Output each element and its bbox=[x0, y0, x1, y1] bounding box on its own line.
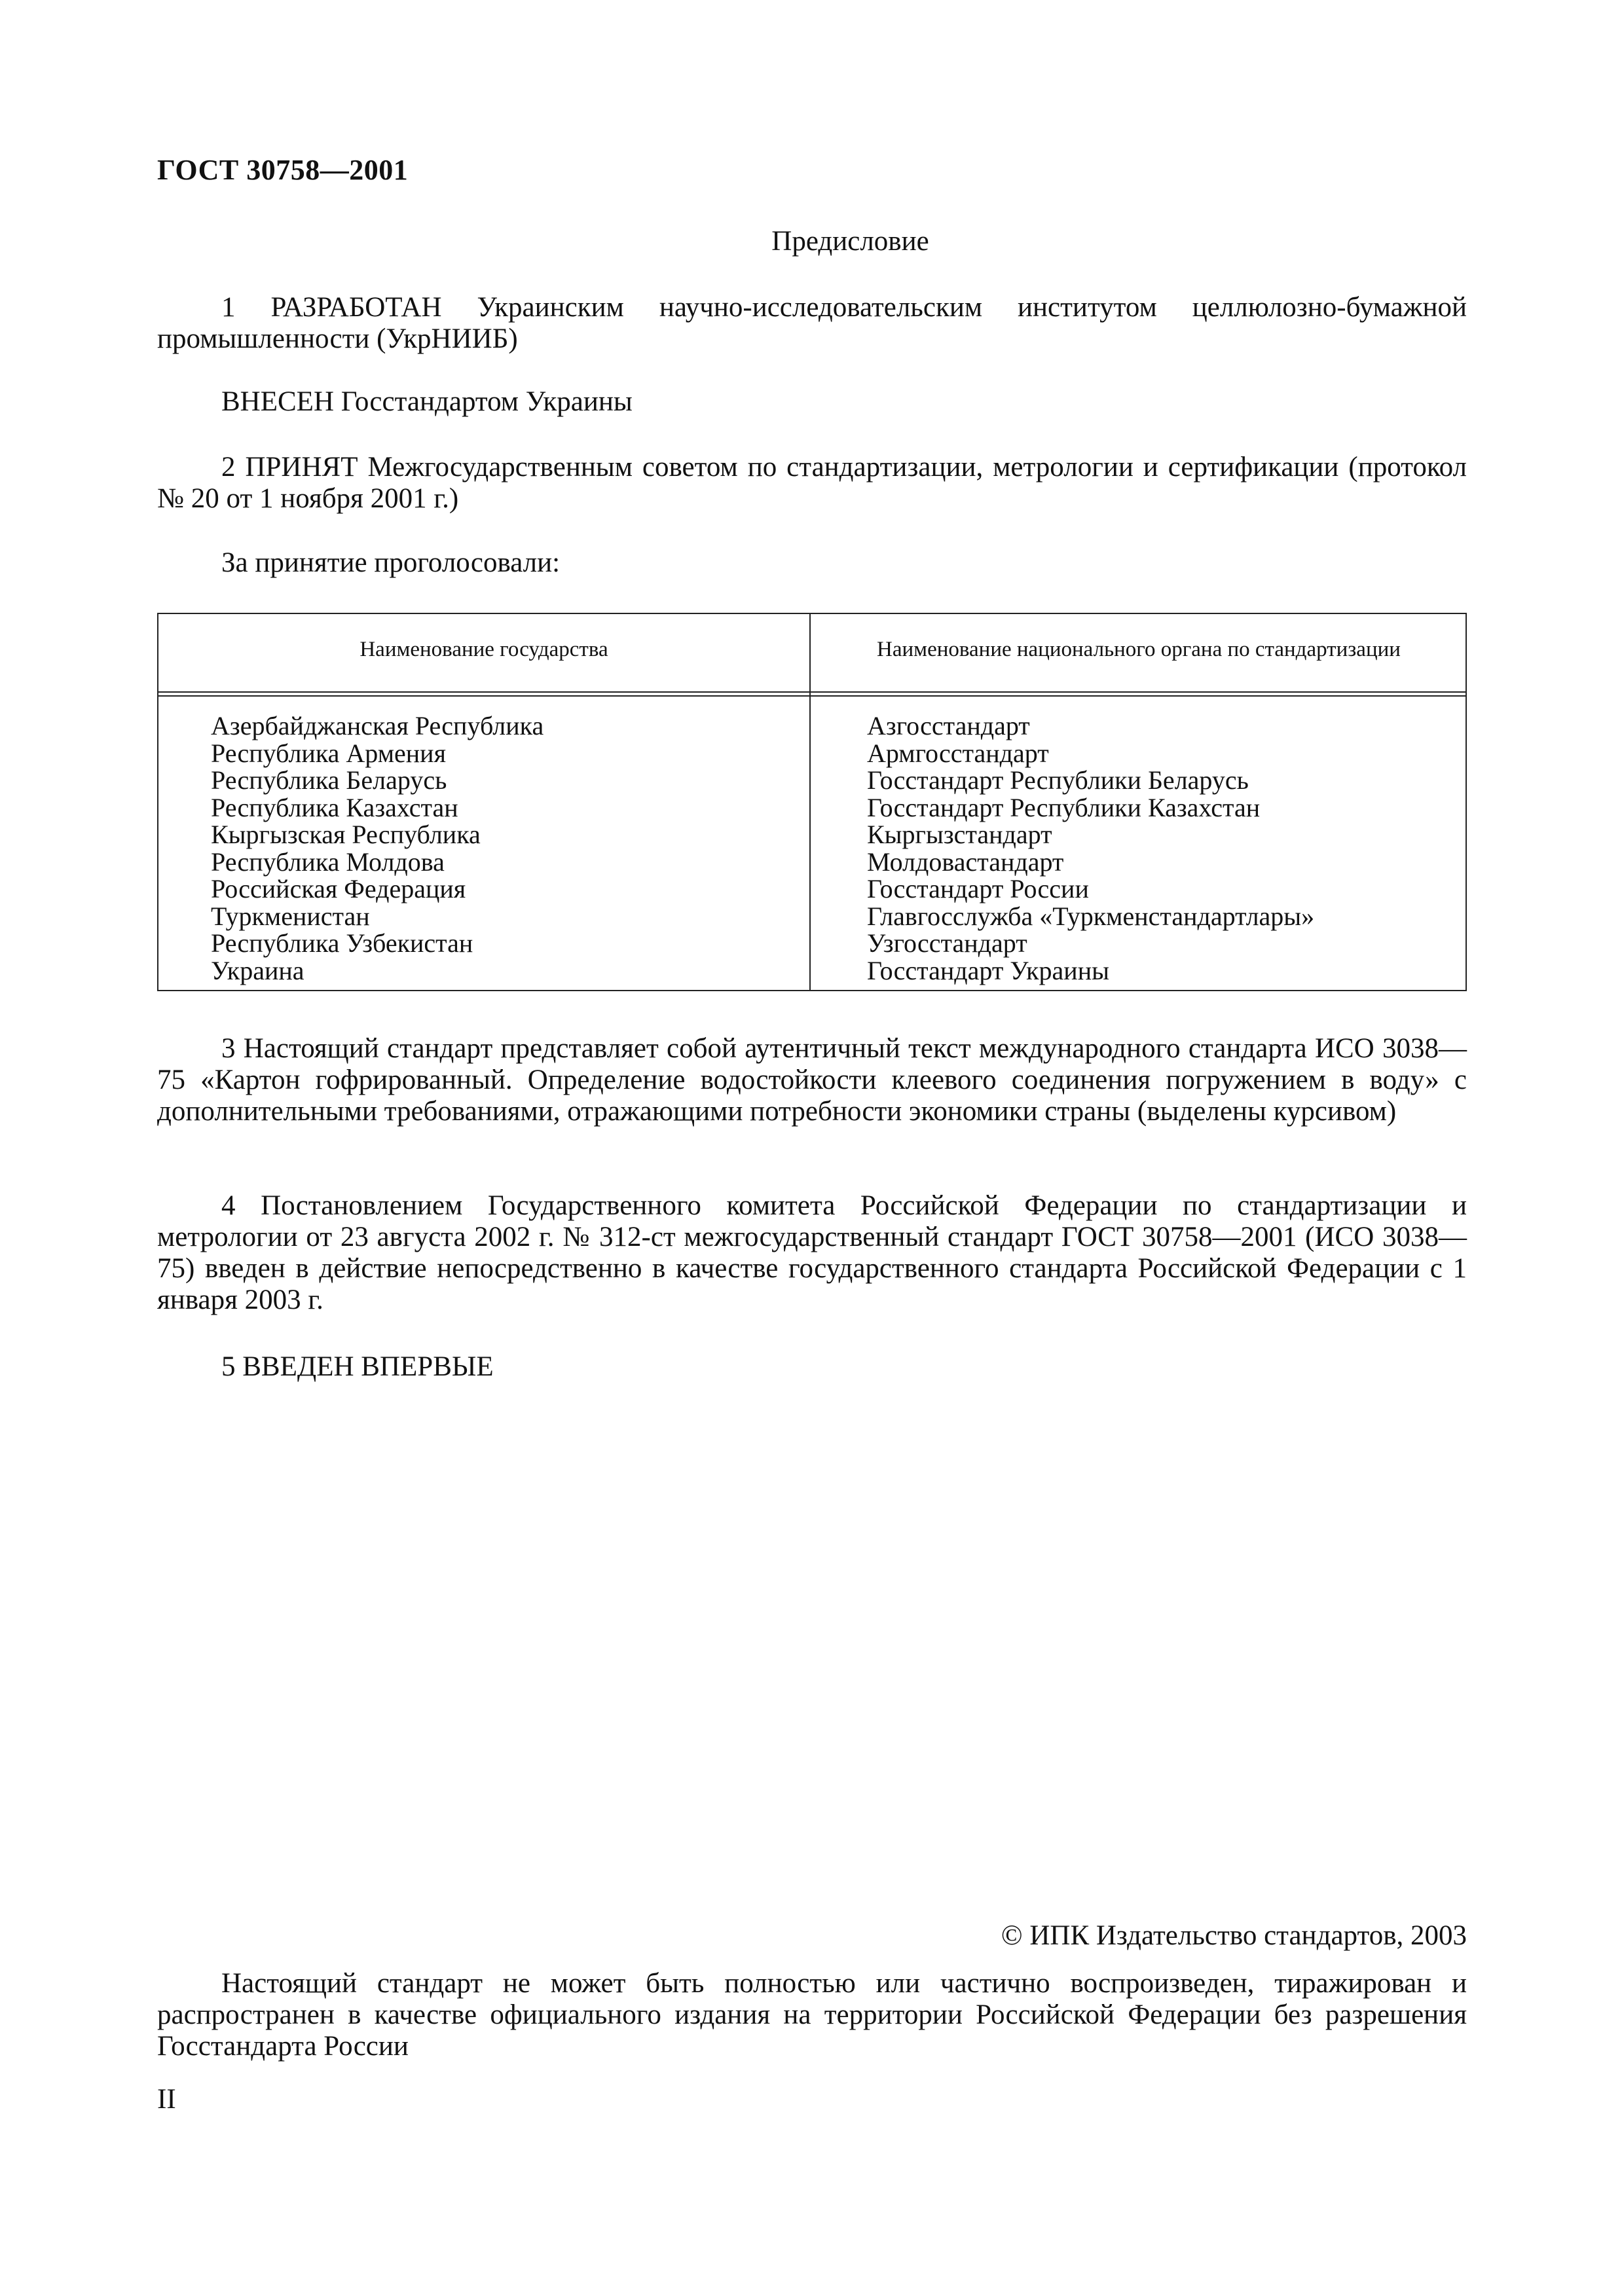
paragraph-2 bbox=[157, 452, 1467, 515]
table-cell-state: Кыргызская Республика bbox=[211, 820, 481, 849]
table-cell-state: Республика Армения bbox=[211, 738, 446, 768]
table-header-body: Наименование национального органа по стандартизации bbox=[877, 638, 1401, 661]
table-cell-body: Узгосстандарт bbox=[867, 928, 1027, 958]
paragraph-3 bbox=[157, 1033, 1467, 1127]
table-cell-body: Азгосстандарт bbox=[867, 711, 1030, 740]
table-divider-vertical bbox=[809, 614, 811, 990]
reproduction-notice-text: Настоящий стандарт не может быть полностью или частично воспроизведен, тиражирован и распространен в качестве официального издания на территории Российской Федерации без разрешения Госстандарта России bbox=[157, 1968, 1467, 2062]
paragraph-2-text: 2 ПРИНЯТ Межгосударственным советом по стандартизации, метрологии и сертификации (протокол № 20 от 1 ноября 2001 г.) bbox=[157, 452, 1467, 514]
table-cell-body: Госстандарт Украины bbox=[867, 955, 1109, 985]
paragraph-3-text: 3 Настоящий стандарт представляет собой аутентичный текст международного стандарта ИСО 3038—75 «Картон гофрированный. Определение водостойкости клеевого соединения погружением в воду» с дополнительными требованиями, отражающими потребности экономики страны (выделены курсивом) bbox=[157, 1033, 1467, 1127]
table-cell-state: Российская Федерация bbox=[211, 874, 466, 903]
table-header-state: Наименование государства bbox=[359, 638, 608, 661]
document-id-header: ГОСТ 30758—2001 bbox=[157, 154, 409, 186]
paragraph-4-text: 4 Постановлением Государственного комитета Российской Федерации по стандартизации и метрологии от 23 августа 2002 г. № 312-ст межгосударственный стандарт ГОСТ 30758—2001 (ИСО 3038—75) введен в действие непосредственно в качестве государственного стандарта Российской Федерации с 1 января 2003 г. bbox=[157, 1190, 1467, 1315]
reproduction-notice bbox=[157, 1968, 1467, 2062]
paragraph-vnesen: ВНЕСЕН Госстандартом Украины bbox=[221, 386, 633, 417]
table-cell-body: Молдовастандарт bbox=[867, 847, 1064, 877]
table-cell-body: Госстандарт Республики Беларусь bbox=[867, 765, 1249, 795]
table-cell-state: Украина bbox=[211, 955, 304, 985]
table-cell-state: Республика Казахстан bbox=[211, 792, 458, 822]
table-cell-body: Главгосслужба «Туркменстандартлары» bbox=[867, 901, 1315, 931]
copyright-line: © ИПК Издательство стандартов, 2003 bbox=[1001, 1920, 1467, 1951]
table-cell-state: Республика Беларусь bbox=[211, 765, 447, 795]
table-cell-body: Армгосстандарт bbox=[867, 738, 1049, 768]
paragraph-vote: За принятие проголосовали: bbox=[221, 547, 561, 578]
paragraph-4 bbox=[157, 1190, 1467, 1316]
table-cell-state: Туркменистан bbox=[211, 901, 370, 931]
table-cell-state: Республика Молдова bbox=[211, 847, 445, 877]
paragraph-1 bbox=[157, 292, 1467, 355]
table-column-states bbox=[211, 712, 544, 984]
table-cell-state: Республика Узбекистан bbox=[211, 928, 473, 958]
table-divider-horizontal bbox=[158, 691, 1465, 693]
paragraph-5: 5 ВВЕДЕН ВПЕРВЫЕ bbox=[221, 1351, 494, 1382]
page-number: II bbox=[157, 2084, 176, 2115]
voting-table bbox=[157, 613, 1467, 991]
table-cell-body: Госстандарт Республики Казахстан bbox=[867, 792, 1261, 822]
paragraph-1-text: 1 РАЗРАБОТАН Украинским научно-исследовательским институтом целлюлозно-бумажной промышленности (УкрНИИБ) bbox=[157, 292, 1467, 354]
table-divider-horizontal-double bbox=[158, 695, 1465, 697]
table-cell-body: Госстандарт России bbox=[867, 874, 1089, 903]
table-column-bodies bbox=[867, 712, 1314, 984]
table-cell-body: Кыргызстандарт bbox=[867, 820, 1052, 849]
section-title-text: Предисловие bbox=[771, 226, 929, 257]
table-cell-state: Азербайджанская Республика bbox=[211, 711, 544, 740]
section-title bbox=[0, 225, 1622, 257]
